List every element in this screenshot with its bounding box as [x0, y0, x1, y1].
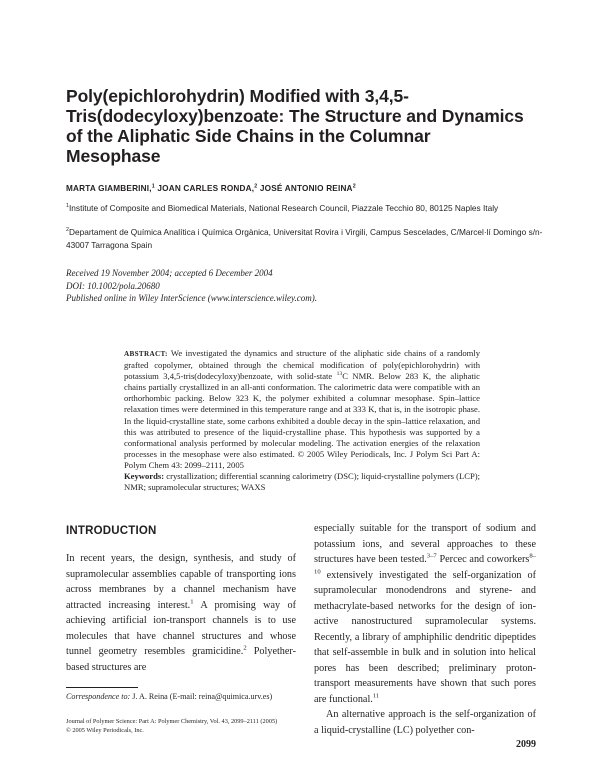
abstract-text: We investigated the dynamics and structure of the aliphatic side chains of a randomly grafted copolymer, obtained through the chemical modification of poly(epichlorohydrin) with potassium 3,4,5-tris(dodecyloxy)benzoate, with solid-state [124, 348, 480, 382]
footnote-divider [66, 687, 138, 688]
article-title: Poly(epichlorohydrin) Modified with 3,4,5-Tris(dodecyloxy)benzoate: The Structure and Dynamics of the Aliphatic Side Chains in the Columnar Mesophase [66, 86, 524, 166]
correspondence-text: J. A. Reina (E-mail: reina@quimica.urv.es) [130, 692, 273, 701]
affiliation [66, 202, 546, 215]
doi: DOI: 10.1002/pola.20680 [66, 280, 160, 291]
affiliation-marker: 2 [66, 227, 69, 234]
published-online: Published online in Wiley InterScience (www.interscience.wiley.com). [66, 293, 318, 303]
body-paragraph [66, 551, 296, 675]
author-name: JOAN CARLES RONDA, [157, 184, 255, 193]
author-name: JOSÉ ANTONIO REINA [259, 184, 353, 193]
citation-marker: 11 [372, 692, 380, 700]
journal-citation: Journal of Polymer Science: Part A: Polymer Chemistry, Vol. 43, 2099–2111 (2005) [66, 718, 278, 725]
abstract-label: ABSTRACT: [124, 350, 168, 358]
abstract-text: C NMR. Below 283 K, the aliphatic chains partially crystallized in an all-anti conformation. The calorimetric data were compatible with an orthorhombic packing. Below 323 K, the polymer exhibited a columnar mesophase. Spin–lattice relaxation times were determined in this temperature range and at 333 K, that is, in the isotropic phase. In the liquid-crystalline state, some carbons exhibited a double decay in the spin–lattice relaxation, and this was attributed to presence of the liquid-crystalline phase. This hypothesis was supported by a conformational analysis performed by molecular modeling. The activation energies of the relaxation processes in the mesophase were also estimated. © 2005 Wiley Periodicals, Inc. J Polym Sci Part A: Polym Chem 43: 2099–2111, 2005 [124, 371, 480, 470]
citation-marker: 8–10 [314, 552, 536, 576]
correspondence-label: Correspondence to: [66, 692, 131, 701]
received-date: Received 19 November 2004; accepted 6 December 2004 [66, 268, 273, 278]
keywords [124, 471, 480, 493]
author-affil-marker: 1 [151, 183, 155, 190]
affiliation-marker: 1 [66, 203, 69, 210]
author-list [66, 184, 536, 193]
body-text: especially suitable for the transport of sodium and potassium ions, and several approaches to these structures have been tested. [314, 523, 536, 565]
author-affil-marker: 2 [254, 183, 258, 190]
section-heading: INTRODUCTION [66, 525, 157, 537]
abstract [124, 348, 480, 493]
body-text: extensively investigated the self-organization of supramolecular monodendrons and styrene- and methacrylate-based networks for the design of ion-active nanostructured supramolecular systems. Recently, a library of amphiphilic dendritic dipeptides that self-assemble in bulk and in solution into helical pores has been described; preliminary proton-transport measurements have shown that such pores are functional. [314, 569, 536, 705]
author-affil-marker: 2 [352, 183, 356, 190]
right-column [314, 521, 536, 738]
keywords-text: crystallization; differential scanning calorimetry (DSC); liquid-crystalline polymers (LCP); NMR; supramolecular structures; WAXS [124, 471, 480, 493]
correspondence-footnote [66, 691, 296, 702]
left-column [66, 521, 296, 675]
body-text: Polyether-based structures are [66, 646, 297, 673]
affiliation [66, 226, 546, 251]
citation-marker: 2 [243, 644, 247, 652]
citation-marker: 3–7 [426, 552, 437, 560]
keywords-label: Keywords: [124, 471, 165, 482]
body-text: Percec and coworkers [436, 554, 530, 565]
body-paragraph: An alternative approach is the self-organization of a liquid-crystalline (LC) polyether con- [314, 709, 536, 736]
body-paragraph [314, 521, 536, 707]
affiliation-text: Institute of Composite and Biomedical Materials, National Research Council, Piazzale Tecchio 80, 80125 Naples Italy [69, 203, 499, 213]
author-name: MARTA GIAMBERINI, [66, 184, 152, 193]
citation-marker: 1 [190, 598, 194, 606]
body-text: A promising way of achieving artificial ion-transport channels is to use molecules that have channel structures and whose tunnel geometry resembles gramicidine. [66, 599, 296, 657]
journal-footnote [66, 717, 296, 735]
page-number: 2099 [516, 739, 536, 750]
copyright-line: © 2005 Wiley Periodicals, Inc. [66, 727, 144, 734]
publication-info [66, 267, 546, 305]
abstract-superscript: 13 [336, 371, 343, 378]
affiliation-text: Departament de Química Analítica i Química Orgànica, Universitat Rovira i Virgili, Campus Sescelades, C/Marcel·lí Domingo s/n-43007 Tarragona Spain [66, 227, 543, 250]
body-text: In recent years, the design, synthesis, and study of supramolecular assemblies capable of transporting ions across membranes by a channel mechanism have attracted increasing interest. [66, 553, 296, 611]
